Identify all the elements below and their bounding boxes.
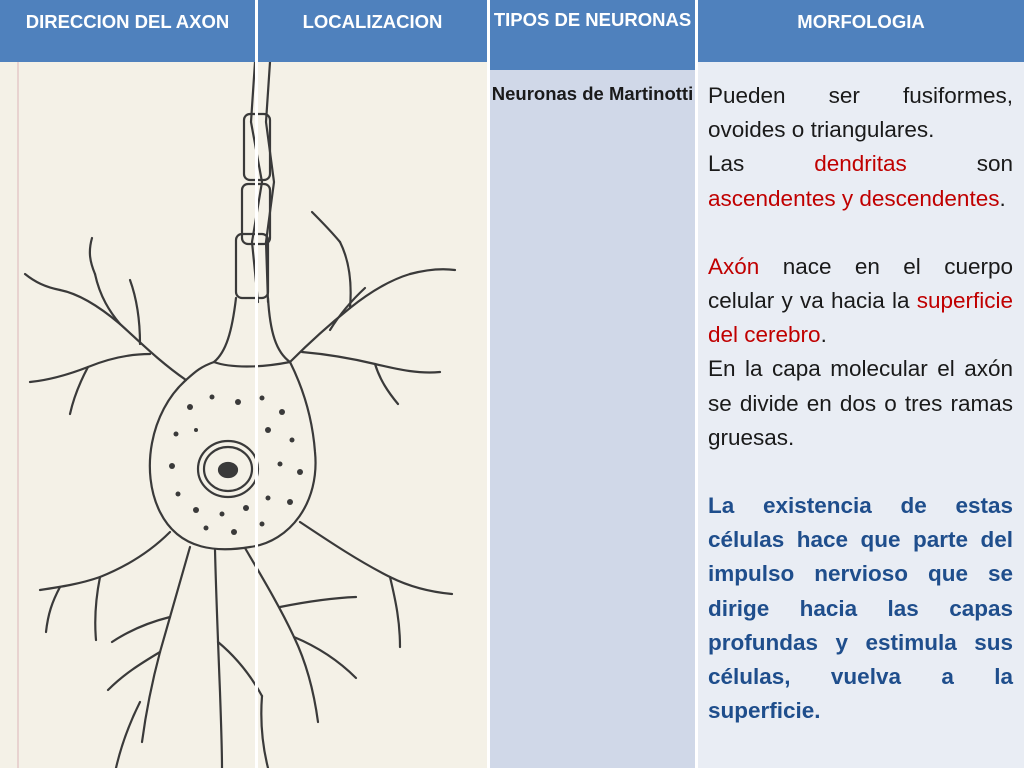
morphology-text <box>708 79 1013 728</box>
text-fragment: . <box>820 322 827 348</box>
text-fragment: Las <box>708 151 815 177</box>
header-localizacion: LOCALIZACION <box>258 0 487 62</box>
neuron-type-name: Neuronas de Martinotti <box>491 83 694 104</box>
column-separator <box>695 0 698 768</box>
text-fragment: son <box>906 151 1013 177</box>
morph-paragraph-dendrites <box>708 147 1013 215</box>
morph-paragraph-conclusion: La existencia de estas células hace que parte del impulso nervioso que se dirige hacia las capas profundas y estimula sus células, vuelva a la superficie. <box>708 493 1013 724</box>
column-separator <box>487 0 490 768</box>
header-tipos-neuronas: TIPOS DE NEURONAS <box>490 0 695 70</box>
header-morfologia: MORFOLOGIA <box>698 0 1024 62</box>
header-direccion-axon: DIRECCION DEL AXON <box>0 0 255 62</box>
highlight-axon: Axón <box>708 253 760 279</box>
morph-paragraph-shape: Pueden ser fusiformes, ovoides o triangulares. <box>708 83 1013 143</box>
martinotti-neuron-illustration <box>0 62 488 768</box>
morph-paragraph-axon <box>708 250 1013 353</box>
neuron-drawing <box>0 62 488 768</box>
highlight-superficie: superficie del cerebro <box>708 288 1013 348</box>
text-fragment: . <box>999 185 1006 211</box>
highlight-ascendentes: ascendentes y descendentes <box>708 185 1000 211</box>
column-separator <box>255 0 258 768</box>
tipos-column <box>490 70 695 768</box>
highlight-dendritas: dendritas <box>814 151 907 177</box>
morph-paragraph-molecular: En la capa molecular el axón se divide en dos o tres ramas gruesas. <box>708 356 1013 450</box>
text-fragment: nace en el cuerpo celular y va hacia la <box>708 253 1013 314</box>
